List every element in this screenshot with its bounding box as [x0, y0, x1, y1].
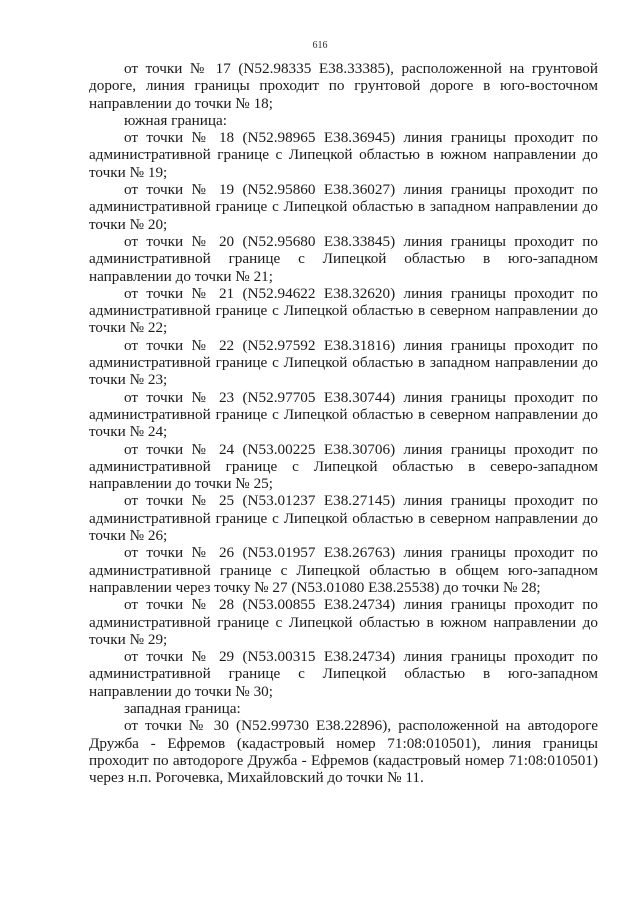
boundary-paragraph: от точки № 29 (N53.00315 E38.24734) линия границы проходит по административной границе с Липецкой областью в юго-западном направлении до точки № 30; [89, 648, 598, 700]
boundary-paragraph: от точки № 23 (N52.97705 E38.30744) линия границы проходит по административной границе с Липецкой областью в северном направлении до точки № 24; [89, 388, 598, 441]
document-body [89, 60, 598, 786]
boundary-paragraph: от точки № 30 (N52.99730 E38.22896), расположенной на автодороге Дружба - Ефремов (кадастровый номер 71:08:010501), линия границы проходит по автодороге Дружба - Ефремов (кадастровый номер 71:08:010501) через н.п. Рогочевка, Михайловский до точки № 11. [89, 717, 598, 787]
boundary-paragraph: от точки № 22 (N52.97592 E38.31816) линия границы проходит по административной границе с Липецкой областью в западном направлении до точки № 23; [89, 336, 598, 389]
boundary-paragraph: от точки № 21 (N52.94622 E38.32620) линия границы проходит по административной границе с Липецкой областью в северном направлении до точки № 22; [89, 284, 598, 337]
boundary-paragraph: от точки № 26 (N53.01957 E38.26763) линия границы проходит по административной границе с Липецкой областью в общем юго-западном направлении через точку № 27 (N53.01080 E38.25538) до точки № 28; [89, 544, 598, 596]
boundary-paragraph: от точки № 25 (N53.01237 E38.27145) линия границы проходит по административной границе с Липецкой областью в северном направлении до точки № 26; [89, 492, 598, 545]
boundary-paragraph: от точки № 28 (N53.00855 E38.24734) линия границы проходит по административной границе с Липецкой областью в южном направлении до точки № 29; [89, 596, 598, 648]
boundary-paragraph: от точки № 20 (N52.95680 E38.33845) линия границы проходит по административной границе с Липецкой областью в юго-западном направлении до точки № 21; [89, 232, 598, 285]
section-heading-south: южная граница: [124, 111, 228, 129]
section-heading-west: западная граница: [124, 699, 241, 717]
boundary-paragraph: от точки № 18 (N52.98965 E38.36945) линия границы проходит по административной границе с Липецкой областью в южном направлении до точки № 19; [89, 129, 598, 181]
boundary-paragraph: от точки № 19 (N52.95860 E38.36027) линия границы проходит по административной границе с Липецкой областью в западном направлении до точки № 20; [89, 181, 598, 233]
boundary-paragraph: от точки № 17 (N52.98335 E38.33385), расположенной на грунтовой дороге, линия границы проходит по грунтовой дороге в юго-восточном направлении до точки № 18; [89, 60, 598, 112]
page-number: 616 [312, 40, 328, 51]
boundary-paragraph: от точки № 24 (N53.00225 E38.30706) линия границы проходит по административной границе с Липецкой областью в северо-западном направлении до точки № 25; [89, 440, 598, 493]
